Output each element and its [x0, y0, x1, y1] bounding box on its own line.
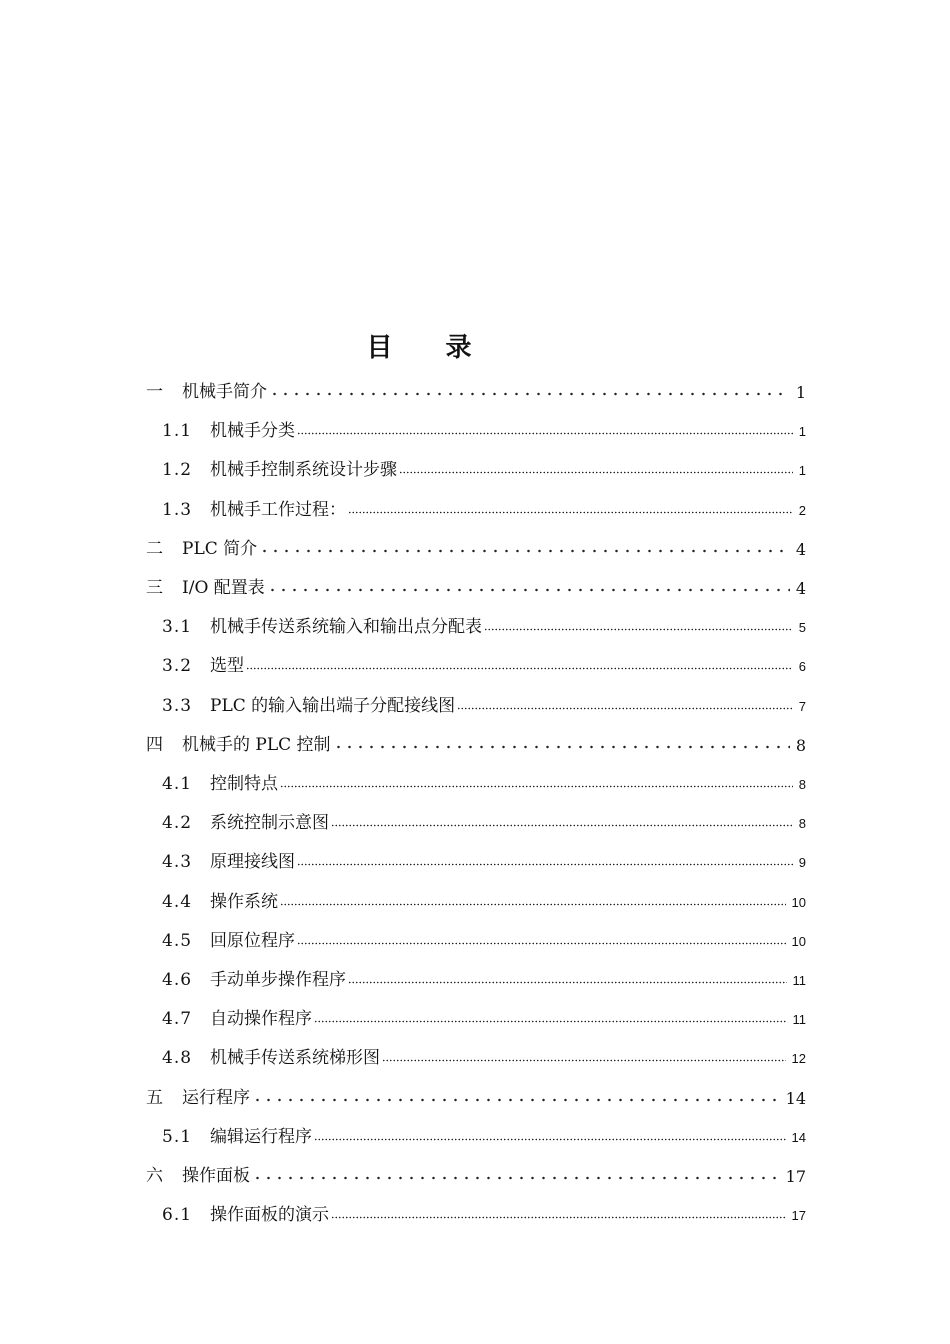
toc-entry-label: 手动单步操作程序	[210, 970, 346, 990]
toc-entry-page: 1	[798, 463, 806, 479]
toc-entry-page: 2	[798, 502, 806, 518]
toc-dot-leader	[246, 656, 793, 670]
toc-entry-page: 8	[798, 816, 806, 832]
toc-dot-leader	[297, 931, 786, 945]
toc-entry-page: 7	[798, 698, 806, 714]
toc-dot-leader	[267, 578, 790, 592]
toc-entry-label: 机械手传送系统梯形图	[210, 1048, 380, 1069]
toc-entry-number: 六	[146, 1166, 164, 1186]
toc-entry-label: PLC 的输入输出端子分配接线图	[210, 695, 456, 716]
toc-entry-label: 回原位程序	[210, 930, 295, 951]
toc-entry-number: 4.3	[162, 852, 193, 873]
toc-entry[interactable]	[162, 764, 806, 794]
toc-entry-label: 机械手的 PLC 控制	[182, 734, 331, 755]
toc-entry[interactable]	[146, 568, 806, 598]
toc-entry-label: 机械手控制系统设计步骤	[210, 460, 397, 481]
toc-entry-label: 机械手工作过程：	[210, 499, 346, 520]
toc-entry[interactable]	[162, 999, 806, 1029]
toc-entry-number: 1.2	[162, 460, 193, 481]
toc-entry-label: 操作系统	[210, 891, 278, 912]
toc-entry[interactable]	[146, 1078, 806, 1108]
toc-entry-page: 10	[791, 933, 806, 949]
toc-entry-label: 机械手传送系统输入和输出点分配表	[210, 617, 482, 638]
toc-dot-leader	[252, 1088, 780, 1102]
toc-entry-page: 5	[798, 620, 806, 636]
toc-dot-leader	[484, 617, 793, 631]
toc-dot-leader	[348, 500, 793, 514]
toc-entry-number: 4.6	[162, 970, 193, 990]
toc-entry-page: 10	[791, 894, 806, 910]
toc-entry-number: 一	[146, 382, 164, 402]
toc-entry[interactable]	[162, 1038, 806, 1068]
toc-entry-number: 4.8	[162, 1048, 193, 1069]
toc-entry[interactable]	[162, 686, 806, 716]
toc-entry-number: 五	[146, 1087, 164, 1108]
toc-entry-page: 1	[798, 424, 806, 440]
toc-entry-label: 操作面板	[182, 1166, 250, 1186]
toc-entry[interactable]	[162, 411, 806, 441]
toc-entry-page: 8	[795, 735, 806, 755]
toc-entry[interactable]	[162, 490, 806, 520]
toc-entry[interactable]	[162, 1117, 806, 1147]
toc-entry-number: 6.1	[162, 1205, 193, 1226]
toc-dot-leader	[280, 774, 793, 788]
toc-entry-page: 6	[798, 659, 806, 675]
toc-entry-number: 4.2	[162, 813, 193, 834]
toc-entry-page: 8	[798, 777, 806, 792]
toc-entry-label: I/O 配置表	[182, 578, 265, 598]
toc-entry-label: 运行程序	[182, 1087, 250, 1108]
toc-entry-page: 12	[791, 1051, 806, 1067]
toc-dot-leader	[382, 1048, 786, 1062]
toc-entry[interactable]	[146, 529, 806, 559]
toc-dot-leader	[297, 421, 793, 435]
toc-entry-number: 4.7	[162, 1009, 193, 1030]
toc-entry[interactable]	[162, 1195, 806, 1225]
toc-entry-label: 控制特点	[210, 774, 278, 794]
toc-entry[interactable]	[162, 842, 806, 872]
toc-entry-page: 9	[798, 855, 806, 871]
toc-entry-page: 4	[795, 539, 806, 559]
toc-entry[interactable]	[162, 646, 806, 676]
toc-dot-leader	[348, 970, 787, 984]
toc-dot-leader	[314, 1127, 786, 1141]
toc-entry[interactable]	[162, 803, 806, 833]
toc-entry-page: 1	[795, 383, 806, 402]
toc-entry[interactable]	[146, 372, 806, 402]
toc-entry-number: 4.1	[162, 774, 193, 794]
toc-entry[interactable]	[162, 921, 806, 951]
toc-entry-label: 编辑运行程序	[210, 1126, 312, 1147]
toc-entry-number: 3.2	[162, 656, 193, 677]
toc-entry-page: 17	[785, 1167, 806, 1186]
toc-entry-page: 11	[792, 973, 806, 988]
toc-entry-number: 5.1	[162, 1126, 193, 1147]
toc-dot-leader	[399, 460, 793, 474]
toc-dot-leader	[314, 1009, 787, 1023]
toc-entry-number: 3.3	[162, 695, 193, 716]
toc-entry-number: 二	[146, 538, 164, 559]
toc-entry-number: 3.1	[162, 617, 193, 638]
toc-entry-number: 1.3	[162, 499, 193, 520]
toc-entry-label: 操作面板的演示	[210, 1205, 329, 1226]
toc-dot-leader	[457, 696, 793, 710]
toc-entry-number: 四	[146, 734, 164, 755]
toc-dot-leader	[280, 892, 786, 906]
toc-dot-leader	[331, 813, 793, 827]
toc-entry-number: 1.1	[162, 421, 193, 442]
toc-entry-label: 原理接线图	[210, 852, 295, 873]
toc-entry[interactable]	[162, 960, 806, 990]
toc-dot-leader	[331, 1205, 786, 1219]
toc-dot-leader	[333, 735, 790, 749]
toc-entry-page: 14	[791, 1129, 806, 1145]
toc-entry-label: 系统控制示意图	[210, 813, 329, 834]
toc-entry-page: 4	[795, 579, 806, 598]
toc-entry-number: 三	[146, 578, 164, 598]
toc-entry[interactable]	[162, 450, 806, 480]
toc-entry-page: 14	[785, 1088, 806, 1108]
toc-entry-number: 4.5	[162, 930, 193, 951]
toc-entry-label: PLC 简介	[182, 538, 258, 559]
toc-entry-page: 11	[792, 1012, 806, 1028]
toc-entry-number: 4.4	[162, 891, 193, 912]
toc-entry-page: 17	[791, 1208, 806, 1224]
toc-dot-leader	[297, 852, 793, 866]
toc-dot-leader	[259, 539, 790, 553]
toc-entry[interactable]	[146, 725, 806, 755]
toc-entry[interactable]	[146, 1156, 806, 1186]
toc-entry-label: 自动操作程序	[210, 1009, 312, 1030]
page-title: 目 录	[366, 333, 494, 363]
toc-dot-leader	[269, 382, 790, 396]
toc-entry-label: 机械手分类	[210, 421, 295, 442]
toc-entry[interactable]	[162, 607, 806, 637]
toc-dot-leader	[252, 1166, 780, 1180]
toc-entry[interactable]	[162, 882, 806, 912]
toc-entry-label: 选型	[210, 656, 244, 677]
toc-entry-label: 机械手简介	[182, 382, 267, 402]
